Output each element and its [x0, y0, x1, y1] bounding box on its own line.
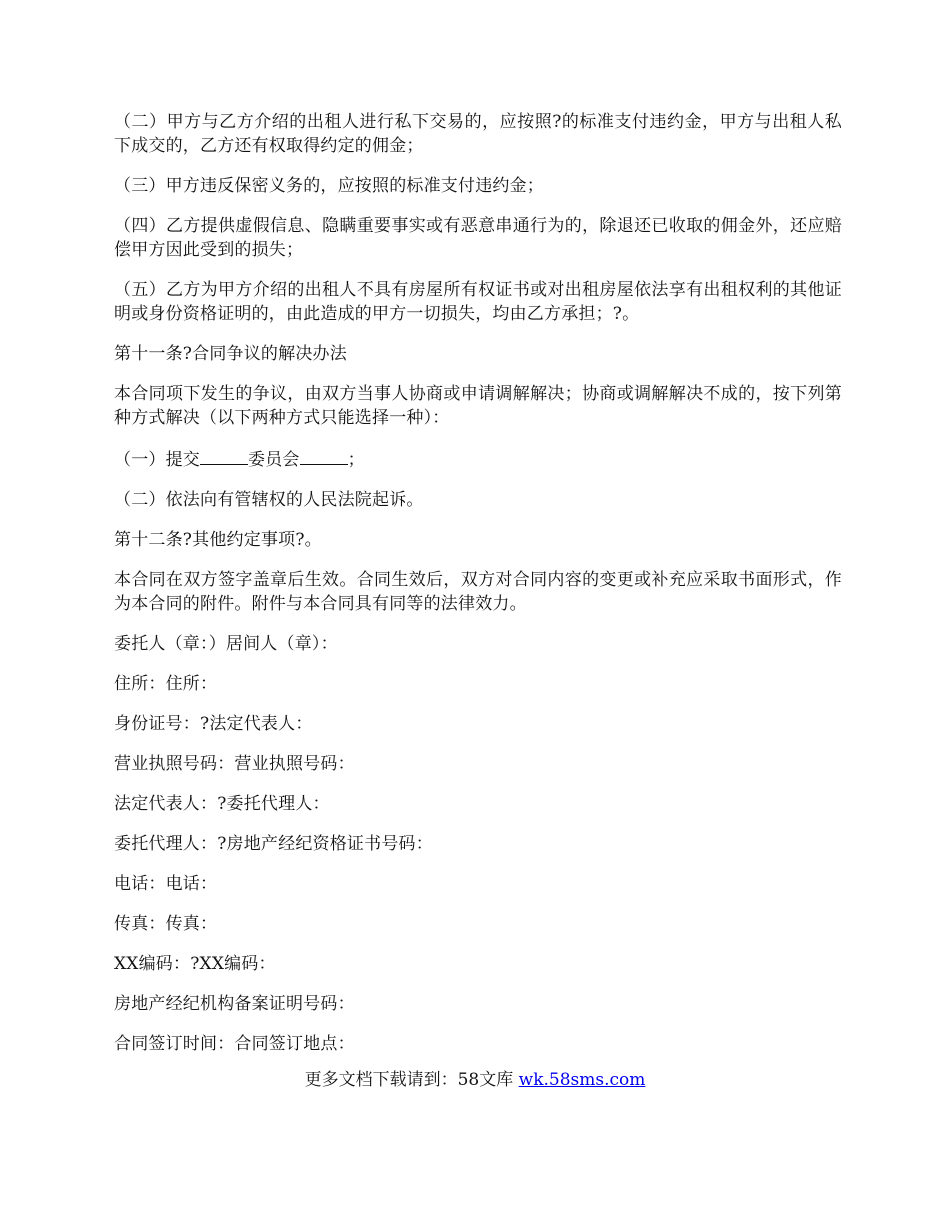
legal-representative-line: 法定代表人：?委托代理人： — [114, 794, 330, 814]
arbitration-suffix: ； — [347, 450, 365, 470]
page-footer — [0, 1068, 950, 1092]
footer-website-link[interactable]: wk.58sms.com — [518, 1070, 646, 1090]
postal-code-line: XX编码：?XX编码： — [114, 954, 276, 974]
arbitration-committee-label: 委员会 — [248, 450, 300, 470]
clause-5-paragraph: （五）乙方为甲方介绍的出租人不具有房屋所有权证书或对出租房屋依法享有出租权利的其他证明或身份资格证明的，由此造成的甲方一切损失，均由乙方承担；?。 — [114, 280, 842, 324]
address-line: 住所：住所： — [114, 674, 218, 694]
court-option-paragraph: （二）依法向有管辖权的人民法院起诉。 — [114, 490, 424, 510]
arbitration-option-paragraph — [114, 446, 842, 472]
agency-registration-line: 房地产经纪机构备案证明号码： — [114, 994, 355, 1014]
document-body — [114, 110, 842, 1072]
clause-2-paragraph: （二）甲方与乙方介绍的出租人进行私下交易的，应按照?的标准支付违约金，甲方与出租人私下成交的，乙方还有权取得约定的佣金； — [114, 112, 842, 156]
clause-3-paragraph: （三）甲方违反保密义务的，应按照的标准支付违约金； — [114, 176, 544, 196]
id-number-line: 身份证号：?法定代表人： — [114, 714, 313, 734]
signing-time-place-line: 合同签订时间：合同签订地点： — [114, 1034, 355, 1054]
arbitration-blank-2 — [300, 446, 348, 465]
article-12-heading: 第十二条?其他约定事项?。 — [114, 530, 322, 550]
signature-parties-line: 委托人（章：）居间人（章）： — [114, 634, 338, 654]
business-license-line: 营业执照号码：营业执照号码： — [114, 754, 355, 774]
footer-text: 更多文档下载请到：58文库 — [304, 1070, 519, 1090]
fax-line: 传真：传真： — [114, 914, 218, 934]
phone-line: 电话：电话： — [114, 874, 218, 894]
effectiveness-paragraph: 本合同在双方签字盖章后生效。合同生效后，双方对合同内容的变更或补充应采取书面形式，作为本合同的附件。附件与本合同具有同等的法律效力。 — [114, 570, 842, 614]
clause-4-paragraph: （四）乙方提供虚假信息、隐瞒重要事实或有恶意串通行为的，除退还已收取的佣金外，还应赔偿甲方因此受到的损失； — [114, 216, 842, 260]
authorized-agent-line: 委托代理人：?房地产经纪资格证书号码： — [114, 834, 433, 854]
arbitration-blank-1 — [200, 446, 248, 465]
article-11-heading: 第十一条?合同争议的解决办法 — [114, 344, 347, 364]
arbitration-prefix: （一）提交 — [114, 450, 200, 470]
dispute-resolution-paragraph: 本合同项下发生的争议，由双方当事人协商或申请调解解决；协商或调解解决不成的，按下列第种方式解决（以下两种方式只能选择一种）： — [114, 384, 842, 428]
